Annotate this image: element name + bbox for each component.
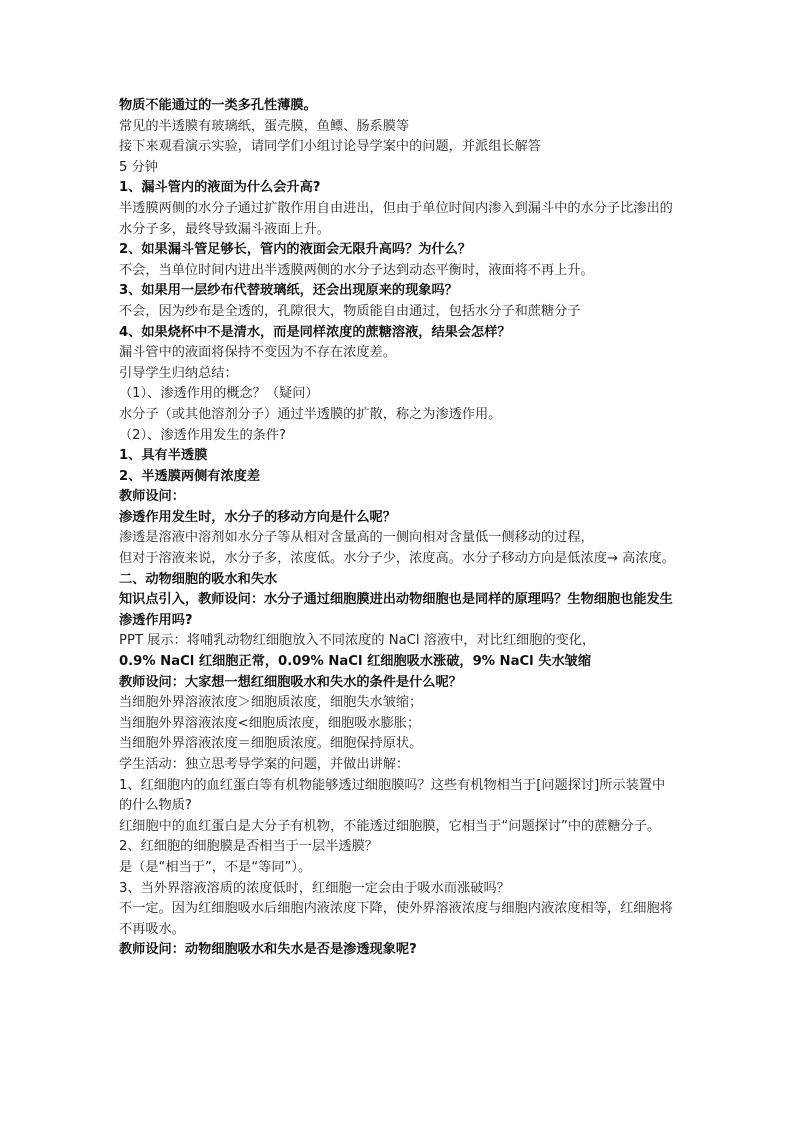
question-heading: 3、如果用一层纱布代替玻璃纸，还会出现原来的现象吗？ [119, 283, 458, 299]
answer-text: 半透膜两侧的水分子通过扩散作用自由进出，但由于单位时间内渗入到漏斗中的水分子比渗出的水分子多，最终导致漏斗液面上升。 [119, 200, 673, 237]
question-text: 2、红细胞的细胞膜是否相当于一层半透膜？ [119, 839, 378, 855]
text-line: 当细胞外界溶液浓度＝细胞质浓度。细胞保持原状。 [119, 736, 423, 752]
question-text: 1、红细胞内的血红蛋白等有机物能够透过细胞膜吗？这些有机物相当于[问题探讨]所示装置中的什么物质? [119, 777, 666, 814]
text-line: PPT 展示：将哺乳动物红细胞放入不同浓度的 NaCl 溶液中，对比红细胞的变化， [119, 633, 596, 649]
question-heading: 渗透作用发生时，水分子的移动方向是什么呢？ [119, 509, 396, 525]
question-text: 3、当外界溶液溶质的浓度低时，红细胞一定会由于吸水而涨破吗？ [119, 880, 510, 896]
text-line: 常见的半透膜有玻璃纸，蛋壳膜，鱼鳔、肠系膜等 [119, 118, 410, 134]
text-line: 水分子（或其他溶剂分子）通过半透膜的扩散，称之为渗透作用。 [119, 406, 502, 422]
text-line: 当细胞外界溶液浓度<细胞质浓度，细胞吸水膨胀； [119, 715, 421, 731]
section-heading: 二、动物细胞的吸水和失水 [119, 571, 278, 587]
question-heading: 1、漏斗管内的液面为什么会升高? [119, 180, 321, 196]
answer-text: 不会，当单位时间内进出半透膜两侧的水分子达到动态平衡时，液面将不再上升。 [119, 262, 594, 278]
question-heading: 4、如果烧杯中不是清水，而是同样浓度的蔗糖溶液，结果会怎样？ [119, 324, 511, 340]
answer-text: 漏斗管中的液面将保持不变因为不存在浓度差。 [119, 345, 396, 361]
teacher-question-label: 教师设问： [119, 489, 185, 505]
answer-text: 不会，因为纱布是全透的，孔隙很大，物质能自由通过，包括水分子和蔗糖分子 [119, 303, 581, 319]
answer-text: 渗透是溶液中溶剂如水分子等从相对含量高的一侧向相对含量低一侧移动的过程， [119, 530, 594, 546]
question-heading: 2、如果漏斗管足够长，管内的液面会无限升高吗？为什么？ [119, 242, 472, 258]
answer-text: 是（是“相当于”，不是“等同”）。 [119, 859, 312, 875]
question-heading: 教师设问：大家想一想红细胞吸水和失水的条件是什么呢？ [119, 674, 462, 690]
text-line: 0.9% NaCl 红细胞正常，0.09% NaCl 红细胞吸水涨破，9% NaCl 失水皱缩 [119, 654, 592, 670]
condition-item: 1、具有半透膜 [119, 448, 208, 464]
text-line: （2）、渗透作用发生的条件? [119, 427, 287, 443]
text-line: 物质不能通过的一类多孔性薄膜。 [119, 98, 317, 113]
text-line: 学生活动：独立思考导学案的问题，并做出讲解： [119, 757, 410, 772]
answer-text: 不一定。因为红细胞吸水后细胞内液浓度下降，使外界溶液浓度与细胞内液浓度相等，红细胞将不再吸水。 [119, 901, 673, 937]
text-line: 引导学生归纳总结： [119, 365, 238, 381]
text-line: 接下来观看演示实验，请同学们小组讨论导学案中的问题，并派组长解答 [119, 139, 541, 155]
answer-text: 但对于溶液来说，水分子多，浓度低。水分子少，浓度高。水分子移动方向是低浓度→ 高浓度。 [119, 551, 675, 567]
question-heading: 知识点引入，教师设问：水分子通过细胞膜进出动物细胞也是同样的原理吗？生物细胞也能发生渗透作用吗? [119, 592, 673, 628]
question-heading: 教师设问：动物细胞吸水和失水是否是渗透现象呢? [119, 942, 417, 958]
answer-text: 红细胞中的血红蛋白是大分子有机物，不能透过细胞膜，它相当于“问题探讨”中的蔗糖分子。 [119, 818, 661, 834]
condition-item: 2、半透膜两侧有浓度差 [119, 468, 261, 484]
document-body [119, 96, 675, 961]
text-line: 当细胞外界溶液浓度＞细胞质浓度，细胞失水皱缩； [119, 695, 423, 711]
text-line: （1）、渗透作用的概念？（疑问） [119, 386, 319, 402]
text-line: 5 分钟 [119, 159, 158, 175]
